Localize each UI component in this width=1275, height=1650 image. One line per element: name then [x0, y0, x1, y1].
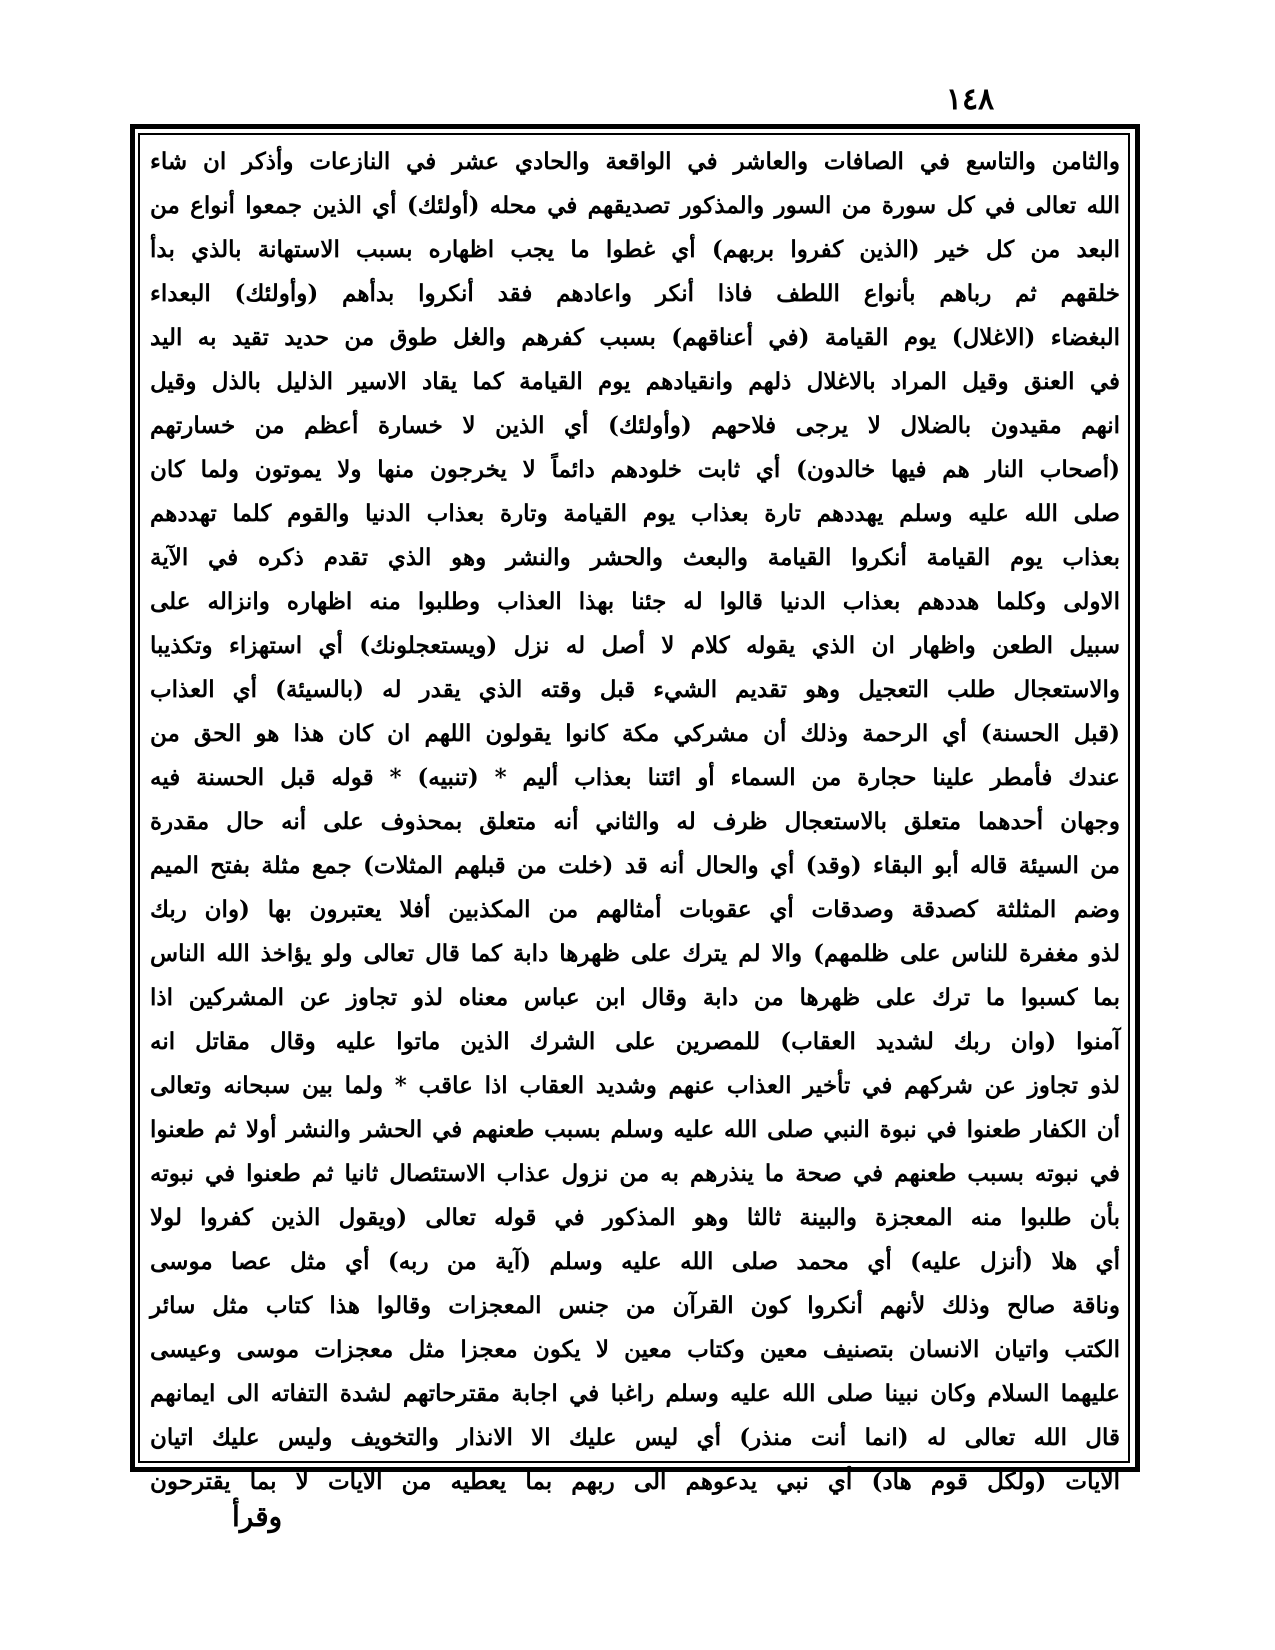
text-line: بعذاب يوم القيامة أنكروا القيامة والبعث والحشر والنشر وهو الذي تقدم ذكره في الآية: [150, 544, 1120, 571]
text-line: الاولى وكلما هددهم بعذاب الدنيا قالوا له جئنا بهذا العذاب وطلبوا منه اظهاره وانزاله على: [150, 588, 1120, 615]
text-line: الله تعالى في كل سورة من السور والمذكور تصديقهم في محله (أولئك) أي الذين جمعوا أنواع من: [150, 192, 1120, 219]
text-line: في العنق وقيل المراد بالاغلال ذلهم وانقيادهم يوم القيامة كما يقاد الاسير الذليل بالذل وقيل: [150, 368, 1120, 395]
text-line: لذو تجاوز عن شركهم في تأخير العذاب عنهم وشديد العقاب اذا عاقب * ولما بين سبحانه وتعالى: [150, 1072, 1120, 1099]
text-line: سبيل الطعن واظهار ان الذي يقوله كلام لا أصل له نزل (ويستعجلونك) أي استهزاء وتكذيبا: [150, 632, 1120, 659]
text-line: والاستعجال طلب التعجيل وهو تقديم الشيء قبل وقته الذي يقدر له (بالسيئة) أي العذاب: [150, 676, 1120, 703]
text-line: لذو مغفرة للناس على ظلمهم) والا لم يترك على ظهرها دابة كما قال تعالى ولو يؤاخذ الله الناس: [150, 940, 1120, 967]
text-line: عليهما السلام وكان نبينا صلى الله عليه وسلم راغبا في اجابة مقترحاتهم لشدة التفاته الى ايمانهم: [150, 1380, 1120, 1407]
text-line: وجهان أحدهما متعلق بالاستعجال ظرف له والثاني أنه متعلق بمحذوف على أنه حال مقدرة: [150, 808, 1120, 835]
main-text-block: [150, 140, 1120, 1495]
text-line: عندك فأمطر علينا حجارة من السماء أو ائتنا بعذاب أليم * (تنبيه) * قوله قبل الحسنة فيه: [150, 764, 1120, 791]
text-line: أن الكفار طعنوا في نبوة النبي صلى الله عليه وسلم بسبب طعنهم في الحشر والنشر أولا ثم طعنوا: [150, 1116, 1120, 1143]
text-line: انهم مقيدون بالضلال لا يرجى فلاحهم (وأولئك) أي الذين لا خسارة أعظم من خسارتهم: [150, 412, 1120, 439]
text-line: وضم المثلثة كصدقة وصدقات أي عقوبات أمثالهم من المكذبين أفلا يعتبرون بها (وان ربك: [150, 896, 1120, 923]
text-line: والثامن والتاسع في الصافات والعاشر في الواقعة والحادي عشر في النازعات وأذكر ان شاء: [150, 148, 1120, 175]
text-line: خلقهم ثم رباهم بأنواع اللطف فاذا أنكر واعادهم فقد أنكروا بدأهم (وأولئك) البعداء: [150, 280, 1120, 307]
text-line: البعد من كل خير (الذين كفروا بربهم) أي غطوا ما يجب اظهاره بسبب الاستهانة بالذي بدأ: [150, 236, 1120, 263]
text-line: قال الله تعالى له (انما أنت منذر) أي ليس عليك الا الانذار والتخويف وليس عليك اتيان: [150, 1424, 1120, 1451]
text-line: (أصحاب النار هم فيها خالدون) أي ثابت خلودهم دائماً لا يخرجون منها ولا يموتون ولما كان: [150, 456, 1120, 483]
text-line: من السيئة قاله أبو البقاء (وقد) أي والحال أنه قد (خلت من قبلهم المثلات) جمع مثلة بفتح الميم: [150, 852, 1120, 879]
catchword: وقرأ: [232, 1500, 283, 1533]
text-line: صلى الله عليه وسلم يهددهم تارة بعذاب يوم القيامة وتارة بعذاب الدنيا والقوم كلما تهددهم: [150, 500, 1120, 527]
text-line: الكتب واتيان الانسان بتصنيف معين وكتاب معين لا يكون معجزا مثل معجزات موسى وعيسى: [150, 1336, 1120, 1363]
text-line: أي هلا (أنزل عليه) أي محمد صلى الله عليه وسلم (آية من ربه) أي مثل عصا موسى: [150, 1248, 1120, 1275]
text-line: بأن طلبوا منه المعجزة والبينة ثالثا وهو المذكور في قوله تعالى (ويقول الذين كفروا لولا: [150, 1204, 1120, 1231]
text-line: في نبوته بسبب طعنهم في صحة ما ينذرهم به من نزول عذاب الاستئصال ثانيا ثم طعنوا في نبوته: [150, 1160, 1120, 1187]
text-line: الآيات (ولكل قوم هاد) أي نبي يدعوهم الى ربهم بما يعطيه من الآيات لا بما يقترحون: [150, 1468, 1120, 1495]
text-line: البغضاء (الاغلال) يوم القيامة (في أعناقهم) بسبب كفرهم والغل طوق من حديد تقيد به اليد: [150, 324, 1120, 351]
text-line: وناقة صالح وذلك لأنهم أنكروا كون القرآن من جنس المعجزات وقالوا هذا كتاب مثل سائر: [150, 1292, 1120, 1319]
text-line: آمنوا (وان ربك لشديد العقاب) للمصرين على الشرك الذين ماتوا عليه وقال مقاتل انه: [150, 1028, 1120, 1055]
text-line: (قبل الحسنة) أي الرحمة وذلك أن مشركي مكة كانوا يقولون اللهم ان كان هذا هو الحق من: [150, 720, 1120, 747]
text-line: بما كسبوا ما ترك على ظهرها من دابة وقال ابن عباس معناه لذو تجاوز عن المشركين اذا: [150, 984, 1120, 1011]
page-number: ١٤٨: [945, 82, 995, 117]
